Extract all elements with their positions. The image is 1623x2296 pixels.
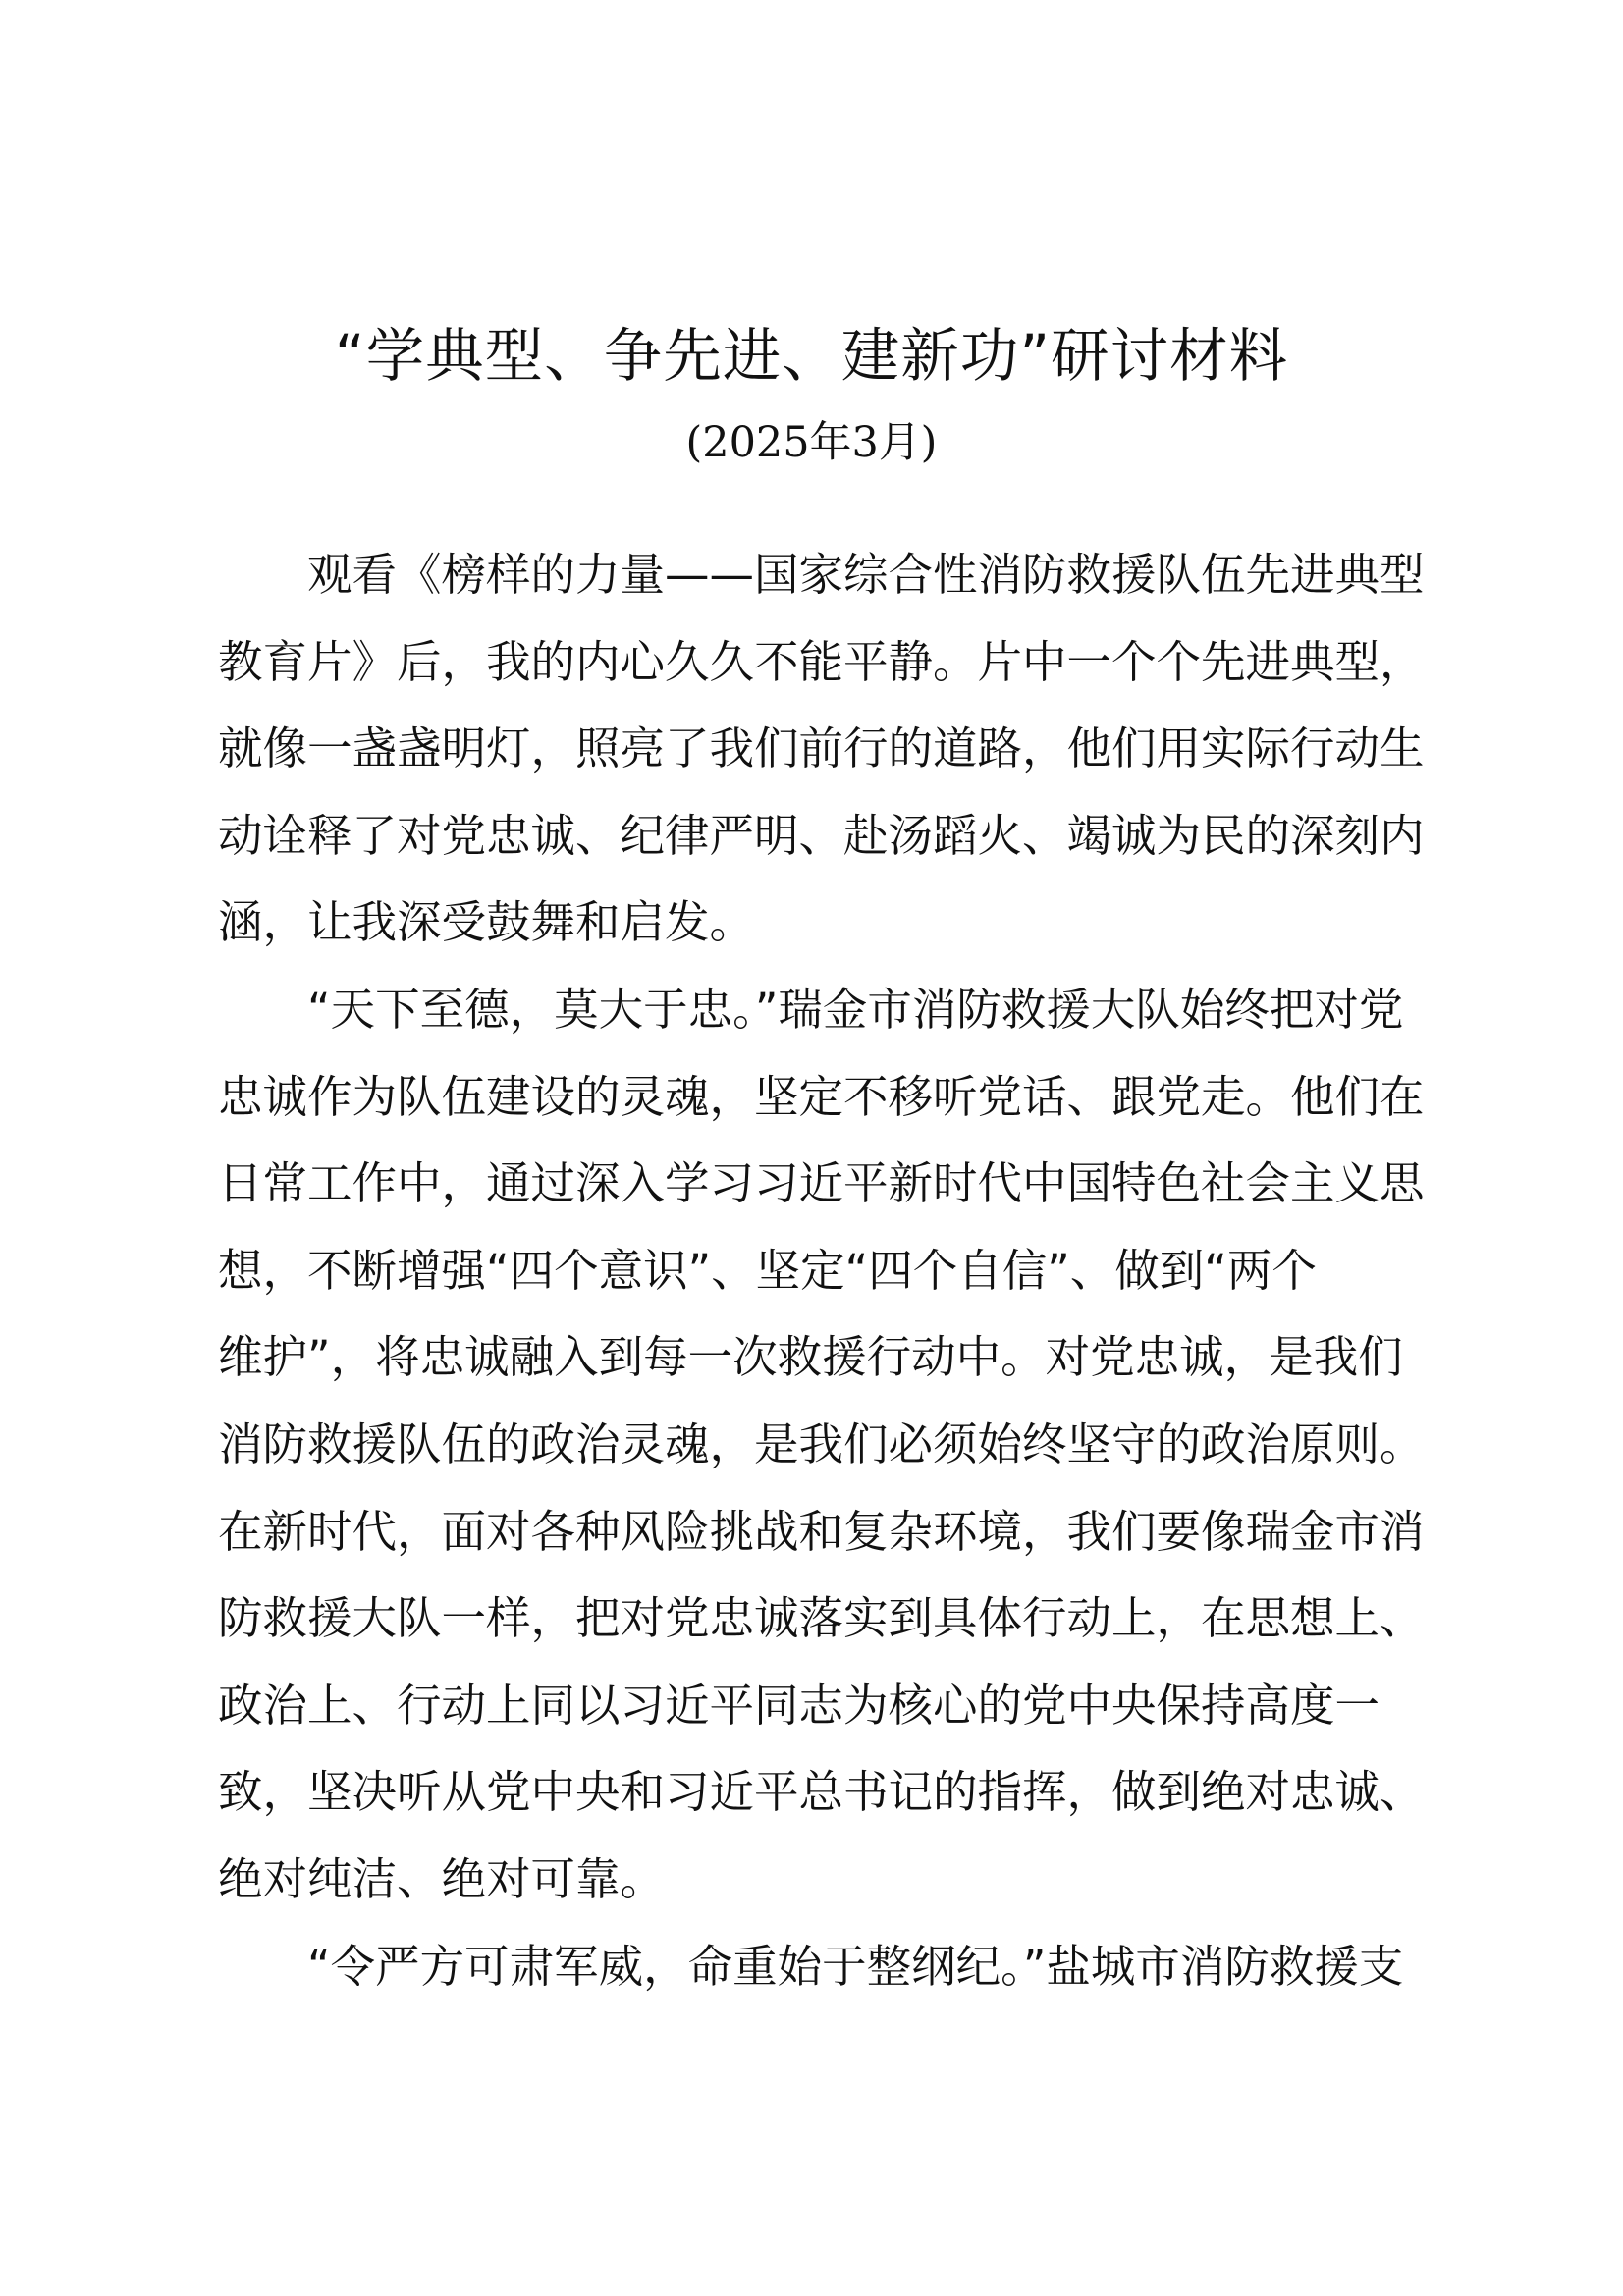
body-text-line: 政治上、行动上同以习近平同志为核心的党中央保持高度一 [218,1679,1380,1732]
body-text-line: “天下至德，莫大于忠。”瑞金市消防救援大队始终把对党 [307,983,1404,1036]
body-text-line: 致，坚决听从党中央和习近平总书记的指挥，做到绝对忠诚、 [218,1766,1425,1819]
document-title: “学典型、争先进、建新功”研讨材料 [334,323,1289,391]
document-body [218,532,1426,2010]
body-text-line: 在新时代，面对各种风险挑战和复杂环境，我们要像瑞金市消 [218,1505,1425,1558]
body-text-line: 涵，让我深受鼓舞和启发。 [218,896,755,949]
body-text-line: 动诠释了对党忠诚、纪律严明、赴汤蹈火、竭诚为民的深刻内 [218,809,1425,862]
body-text-line: 消防救援队伍的政治灵魂，是我们必须始终坚守的政治原则。 [218,1417,1425,1470]
body-text-line: 观看《榜样的力量——国家综合性消防救援队伍先进典型 [307,549,1425,601]
body-text-line: 日常工作中，通过深入学习习近平新时代中国特色社会主义思 [218,1157,1425,1210]
body-text-line: 防救援大队一样，把对党忠诚落实到具体行动上，在思想上、 [218,1592,1425,1645]
body-text-line: 就像一盏盏明灯，照亮了我们前行的道路，他们用实际行动生 [218,722,1425,775]
body-text-line: 维护”，将忠诚融入到每一次救援行动中。对党忠诚，是我们 [218,1331,1403,1384]
body-text-line: 绝对纯洁、绝对可靠。 [218,1852,666,1905]
body-text-line: “令严方可肃军威，命重始于整纲纪。”盐城市消防救援支 [307,1940,1404,1993]
body-text-line: 教育片》后，我的内心久久不能平静。片中一个个先进典型， [218,635,1425,688]
body-text-line: 想，不断增强“四个意识”、坚定“四个自信”、做到“两个 [218,1244,1317,1297]
body-text-line: 忠诚作为队伍建设的灵魂，坚定不移听党话、跟党走。他们在 [218,1070,1425,1123]
document-date: (2025年3月) [685,418,938,467]
